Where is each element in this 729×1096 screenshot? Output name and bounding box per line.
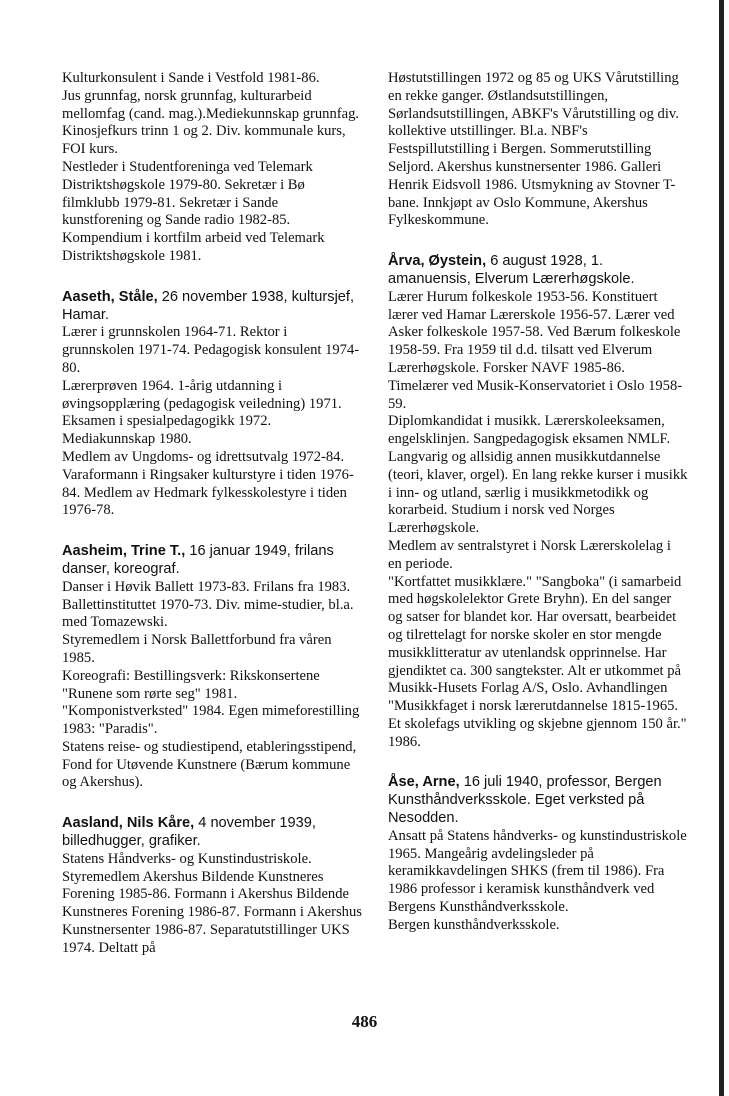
entry-text: Kulturkonsulent i Sande i Vestfold 1981-86.: [62, 70, 320, 86]
continued-entry: [388, 70, 688, 230]
entry-text: Høstutstillingen 1972 og 85 og UKS Vårutstilling en rekke ganger. Østlandsutstillingen, Sørlandsutstillingen, ABKF's Vårutstilling og div. kollektive utstillinger. Bl.a. NBF's Festspillutstilling i Bergen. Sommerutstilling Seljord. Akershus kunstnersenter 1986. Galleri Henrik Eidsvoll 1986. Utsmykning av Stovner T-bane. Innkjøpt av Oslo Kommune, Akershus Fylkeskommune.: [388, 70, 679, 229]
person-name: Aasland, Nils Kåre,: [62, 815, 195, 832]
scan-edge: [719, 0, 724, 1096]
left-column: [62, 70, 362, 981]
entry-text: Statens Håndverks- og Kunstindustriskole. Styremedlem Akershus Bildende Kunstneres Forening 1985-86. Formann i Akershus Bildende Kunstneres Forening 1986-87. Formann i Akershus Kunstnersenter 1986-87. Separatutstillinger UKS 1974. Deltatt på: [62, 850, 362, 956]
person-name: Aasheim, Trine T.,: [62, 543, 186, 560]
right-column: [388, 70, 688, 958]
entry-text: Kompendium i kortfilm arbeid ved Telemark Distriktshøgskole 1981.: [62, 230, 325, 264]
continued-entry: [62, 70, 362, 266]
entry-text: Lærer i grunnskolen 1964-71. Rektor i grunnskolen 1971-74. Pedagogisk konsulent 1974-80.: [62, 324, 360, 376]
person-info: 16 juli 1940, professor, Bergen Kunsthåndverksskole. Eget verksted på Nesodden.: [388, 774, 662, 827]
entry-text: Medlem av sentralstyret i Norsk Lærerskolelag i en periode.: [388, 537, 671, 572]
person-info: 6 august 1928, 1. amanuensis, Elverum Lærerhøgskole.: [388, 253, 635, 287]
entry-text: Bergen kunsthåndverksskole.: [388, 916, 560, 933]
entry-text: Nestleder i Studentforeninga ved Telemark Distriktshøgskole 1979-80. Sekretær i Bø filmklubb 1979-81. Sekretær i Sande kunstforening og Sande radio 1982-85.: [62, 158, 313, 229]
entry-text: Danser i Høvik Ballett 1973-83. Frilans fra 1983.: [62, 578, 351, 595]
entry-text: Ansatt på Statens håndverks- og kunstindustriskole 1965. Mangeårig avdelingsleder på keramikkavdelingen SHKS (frem til 1986). Fra 1986 professor i keramisk kunsthåndverk ved Bergens Kunsthåndverksskole.: [388, 827, 687, 916]
person-info: 4 november 1939, billedhugger, grafiker.: [62, 815, 316, 850]
entry-heading: [62, 815, 362, 851]
person-name: Årva, Øystein,: [388, 253, 487, 270]
entry-text: Lærerprøven 1964. 1-årig utdanning i øvingsopplæring (pedagogisk veiledning) 1971. Eksamen i spesialpedagogikk 1972. Mediakunnskap 1980.: [62, 377, 342, 448]
entry-heading: [388, 774, 688, 827]
person-info: 26 november 1938, kultursjef, Hamar.: [62, 288, 355, 323]
entry-text: Koreografi: Bestillingsverk: Rikskonsertene "Runene som rørte seg" 1981. "Komponistverksted" 1984. Egen mimeforestilling 1983: "Paradis".: [62, 667, 360, 738]
person-name: Aaseth, Ståle,: [62, 288, 158, 305]
entry-heading: [62, 543, 362, 579]
page-number: 486: [351, 1012, 378, 1031]
entry-text: "Kortfattet musikklære." "Sangboka" (i samarbeid med høgskolelektor Grete Bryhn). En del sanger og satser for blandet kor. Har oversatt, bearbeidet og tilrettelagt for norske skoler en stor mengde musikklitteratur av utenlandsk opprinnelse. Har gjendiktet ca. 300 sangtekster. Alt er utkommet på Musikk-Husets Forlag A/S, Oslo. Avhandlingen "Musikkfaget i norsk lærerutdannelse 1815-1965. Et skolefags utvikling og skjebne gjennom 150 år." 1986.: [388, 573, 687, 750]
entry-text: Medlem av Ungdoms- og idrettsutvalg 1972-84. Varaformann i Ringsaker kulturstyre i tiden 1976-84. Medlem av Hedmark fylkesskolestyre i tiden 1976-78.: [62, 448, 354, 519]
biography-entry: [388, 253, 688, 751]
biography-entry: [62, 289, 362, 520]
person-info: 16 januar 1949, frilans danser, koreograf.: [62, 543, 334, 577]
entry-text: Lærer Hurum folkeskole 1953-56. Konstituert lærer ved Hamar Lærerskole 1956-57. Lærer ved Asker folkeskole 1957-58. Ved Bærum folkeskole 1958-59. Fra 1959 til d.d. tilsatt ved Elverum Lærerhøgskole. Forsker NAVF 1985-86. Timelærer ved Musik-Konservatoriet i Oslo 1958-59.: [388, 288, 683, 412]
entry-text: Statens reise- og studiestipend, etableringsstipend, Fond for Utøvende Kunstnere (Bærum kommune og Akershus).: [62, 738, 357, 791]
person-name: Åse, Arne,: [388, 774, 460, 791]
entry-heading: [62, 289, 362, 325]
entry-text: Jus grunnfag, norsk grunnfag, kulturarbeid mellomfag (cand. mag.).Mediekunnskap grunnfag. Kinosjefkurs trinn 1 og 2. Div. kommunale kurs, FOI kurs.: [62, 87, 360, 158]
biography-entry: [388, 774, 688, 934]
entry-text: Diplomkandidat i musikk. Lærerskoleeksamen, engelsklinjen. Sangpedagogisk eksamen NMLF. Langvarig og allsidig annen musikkutdannelse (teori, klaver, orgel). En lang rekke kurser i musikk i inn- og utland, særlig i musikkmetodikk og korarbeid. Studium i norsk ved Norges Lærerhøgskole.: [388, 413, 688, 537]
biography-entry: [62, 543, 362, 792]
entry-text: Ballettinstituttet 1970-73. Div. mime-studier, bl.a. med Tomazewski.: [62, 596, 354, 631]
biography-entry: [62, 815, 362, 957]
entry-heading: [388, 253, 688, 289]
entry-text: Styremedlem i Norsk Ballettforbund fra våren 1985.: [62, 632, 332, 666]
